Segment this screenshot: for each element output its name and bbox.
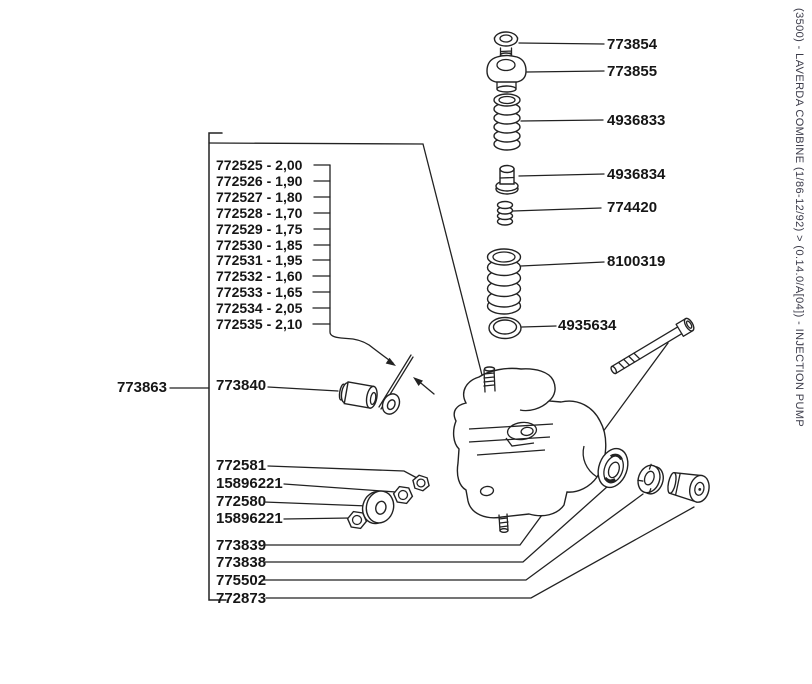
part-roller bbox=[338, 381, 379, 409]
roller-label-group bbox=[216, 377, 338, 394]
shim-label: 772533 - 1,65 bbox=[216, 284, 303, 300]
shim-label: 772526 - 1,90 bbox=[216, 173, 303, 189]
shim-label: 772535 - 2,10 bbox=[216, 316, 303, 332]
part-castellated-nut bbox=[634, 462, 667, 497]
part-pump-body bbox=[454, 367, 606, 532]
shim-label: 772534 - 2,05 bbox=[216, 300, 303, 316]
part-spring-large bbox=[488, 249, 521, 314]
bottom-part-label: 775502 bbox=[216, 572, 267, 589]
roller-part-label: 773840 bbox=[216, 377, 267, 394]
right-labels bbox=[513, 36, 666, 334]
right-part-label: 4936833 bbox=[607, 112, 666, 129]
right-part-label: 773854 bbox=[607, 36, 658, 53]
fastener-label: 772580 bbox=[216, 493, 267, 510]
fastener-label: 772581 bbox=[216, 457, 267, 474]
fastener-label: 15896221 bbox=[216, 475, 283, 492]
fastener-label: 15896221 bbox=[216, 510, 283, 527]
assembly-part-label: 773863 bbox=[116, 379, 167, 396]
bottom-part-label: 772873 bbox=[216, 590, 267, 607]
vertical-catalog-title: (3500) - LAVERDA COMBINE (1/86-12/92) > (0.14.0/A[04]) - INJECTION PUMP bbox=[793, 8, 805, 428]
shim-leader-lines bbox=[313, 165, 434, 394]
part-spring-small bbox=[498, 202, 513, 226]
shim-label: 772530 - 1,85 bbox=[216, 237, 303, 253]
part-seat-washer bbox=[489, 318, 521, 339]
right-part-label: 773855 bbox=[607, 63, 658, 80]
part-nut bbox=[393, 486, 414, 504]
right-part-label: 774420 bbox=[607, 199, 658, 216]
shim-label: 772531 - 1,95 bbox=[216, 252, 303, 268]
shim-label: 772529 - 1,75 bbox=[216, 221, 303, 237]
shim-list bbox=[216, 157, 303, 332]
bottom-part-label: 773839 bbox=[216, 537, 267, 554]
shim-label: 772532 - 1,60 bbox=[216, 268, 303, 284]
part-dome-cap bbox=[487, 56, 526, 93]
part-ring-washer bbox=[379, 391, 402, 417]
assembly-label-group bbox=[117, 379, 209, 396]
part-spring-upper bbox=[494, 94, 520, 150]
right-part-label: 4936834 bbox=[607, 166, 666, 183]
right-part-label: 8100319 bbox=[607, 253, 666, 270]
part-delivery-plug bbox=[496, 166, 518, 195]
part-roller-bushing bbox=[666, 469, 712, 504]
shim-label: 772528 - 1,70 bbox=[216, 205, 303, 221]
right-part-label: 4935634 bbox=[558, 317, 617, 334]
shim-label: 772527 - 1,80 bbox=[216, 189, 303, 205]
part-long-bolt bbox=[608, 317, 695, 377]
bottom-part-label: 773838 bbox=[216, 554, 267, 571]
shim-label: 772525 - 2,00 bbox=[216, 157, 303, 173]
part-screw-cap bbox=[495, 32, 518, 57]
